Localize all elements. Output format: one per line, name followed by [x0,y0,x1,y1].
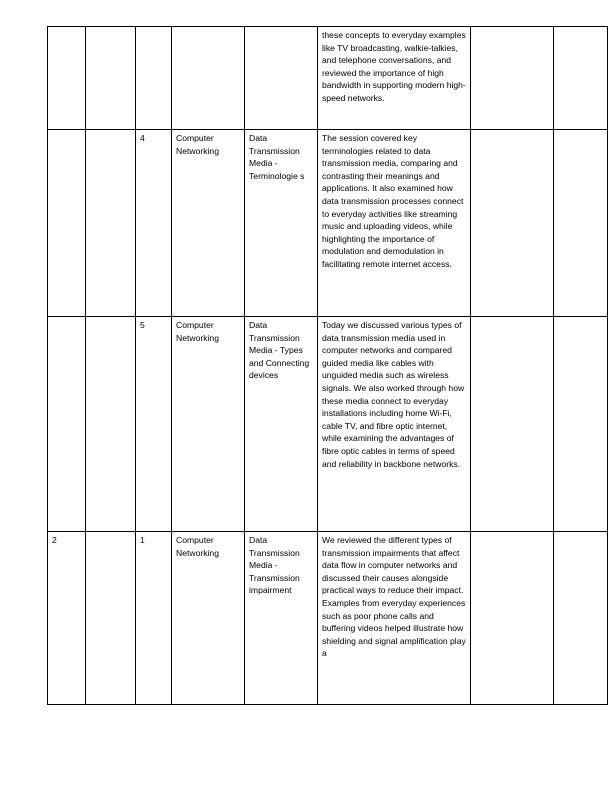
summary-cell: The session covered key terminologies related to data transmission media, comparing and contrasting their meanings and applications. It also examined how data transmission processes connect to everyday activities like streaming music and uploading videos, while highlighting the importance of modulation and demodulation in facilitating remote internet access. [318,130,471,317]
empty-cell [471,317,554,532]
empty-cell [471,27,554,130]
topic-cell: Data Transmission Media - Types and Connecting devices [245,317,318,532]
topic-cell: Data Transmission Media - Terminologie s [245,130,318,317]
session-log-table [47,26,608,705]
empty-cell [554,317,608,532]
day-cell [86,27,136,130]
session-cell: 1 [136,532,172,705]
week-cell [48,130,86,317]
empty-cell [471,532,554,705]
week-cell [48,27,86,130]
topic-cell [245,27,318,130]
empty-cell [554,130,608,317]
summary-cell: We reviewed the different types of transmission impairments that affect data flow in computer networks and discussed their causes alongside practical ways to reduce their impact. Examples from everyday experiences such as poor phone calls and buffering videos helped illustrate how shielding and signal amplification play a [318,532,471,705]
table-row [48,532,608,705]
session-cell: 4 [136,130,172,317]
subject-cell: Computer Networking [172,317,245,532]
subject-cell: Computer Networking [172,130,245,317]
day-cell [86,130,136,317]
subject-cell [172,27,245,130]
session-cell: 5 [136,317,172,532]
empty-cell [471,130,554,317]
week-cell: 2 [48,532,86,705]
empty-cell [554,27,608,130]
week-cell [48,317,86,532]
table-row [48,130,608,317]
day-cell [86,317,136,532]
subject-cell: Computer Networking [172,532,245,705]
topic-cell: Data Transmission Media - Transmission impairment [245,532,318,705]
summary-cell: these concepts to everyday examples like TV broadcasting, walkie-talkies, and telephone conversations, and reviewed the importance of high bandwidth in supporting modern high-speed networks. [318,27,471,130]
table-row [48,317,608,532]
day-cell [86,532,136,705]
table-row [48,27,608,130]
session-cell [136,27,172,130]
empty-cell [554,532,608,705]
summary-cell: Today we discussed various types of data transmission media used in computer networks and compared guided media like cables with unguided media such as wireless signals. We also worked through how these media connect to everyday installations including home Wi-Fi, cable TV, and fibre optic internet, while examining the advantages of fibre optic cables in terms of speed and reliability in backbone networks. [318,317,471,532]
